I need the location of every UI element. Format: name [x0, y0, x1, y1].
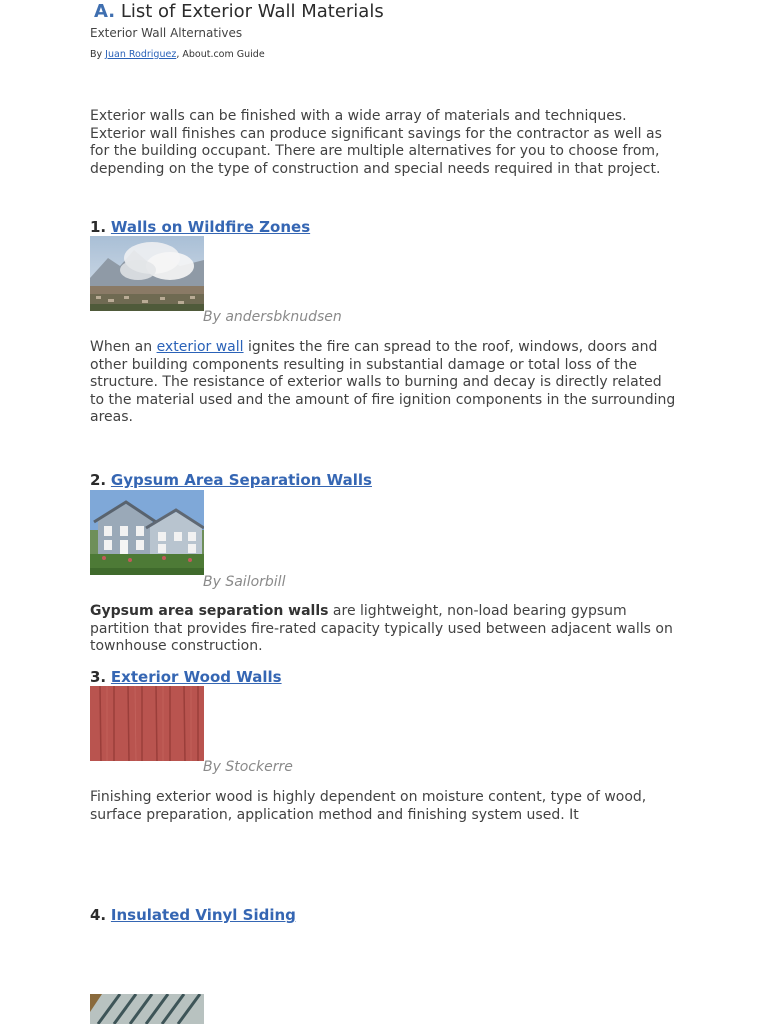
section-title-link[interactable]: Insulated Vinyl Siding [110, 906, 296, 924]
byline-prefix: By [90, 49, 106, 60]
author-link[interactable]: Juan Rodriguez [105, 49, 177, 60]
intro-paragraph: Exterior walls can be finished with a wide array of materials and techniques. Exterior wall finishes can produce significant savings for the contractor as well as for the building occupant. There are multiple alternatives for you to choose from, depending on the type of construction and special needs required in that project. [90, 108, 662, 177]
photo-credit: By andersbknudsen [203, 309, 342, 325]
photo-credit: By Stockerre [203, 759, 293, 775]
section-title-link[interactable]: Exterior Wood Walls [110, 668, 282, 686]
section-paragraph-3: Finishing exterior wood is highly dependent on moisture content, type of wood, surface preparation, application method and finishing system used. It [90, 789, 647, 823]
section-title-link[interactable]: Walls on Wildfire Zones [110, 218, 311, 236]
section-heading-2 [90, 470, 372, 490]
section-title-link[interactable]: Gypsum Area Separation Walls [110, 471, 372, 489]
paragraph-text: ignites the fire can spread to the roof, windows, doors and other building components resulting in substantial damage or total loss of the structure. The resistance of exterior walls to burning and decay is directly related to the material used and the amount of fire ignition components in the surrounding areas. [90, 339, 676, 425]
bold-lead: Gypsum area separation walls [90, 603, 329, 619]
section-heading-1 [90, 217, 310, 237]
section-number: 1. [90, 218, 107, 236]
page-subtitle: Exterior Wall Alternatives [90, 26, 243, 40]
section-number: 4. [90, 906, 107, 924]
paragraph-text: When an [90, 339, 157, 355]
photo-credit: By Sailorbill [203, 574, 286, 590]
section-heading-3 [90, 667, 282, 687]
townhouse-photo [90, 490, 204, 575]
section-number: 3. [90, 668, 107, 686]
paragraph-text: are lightweight, non-load bearing gypsum partition that provides fire-rated capacity typically used between adjacent walls on townhouse construction. [90, 603, 673, 654]
byline [90, 48, 265, 62]
section-paragraph-2 [90, 603, 680, 656]
page-title [94, 0, 384, 24]
section-heading-4 [90, 905, 296, 925]
byline-suffix: , About.com Guide [176, 49, 265, 60]
section-letter: A. [94, 1, 116, 22]
page-title-text: List of Exterior Wall Materials [120, 1, 384, 22]
section-number: 2. [90, 471, 107, 489]
red-wood-siding-photo [90, 686, 204, 761]
wildfire-smoke-over-town-photo [90, 236, 204, 311]
section-paragraph-1 [90, 339, 680, 427]
exterior-wall-link[interactable]: exterior wall [156, 339, 244, 355]
vinyl-siding-photo [90, 994, 204, 1024]
